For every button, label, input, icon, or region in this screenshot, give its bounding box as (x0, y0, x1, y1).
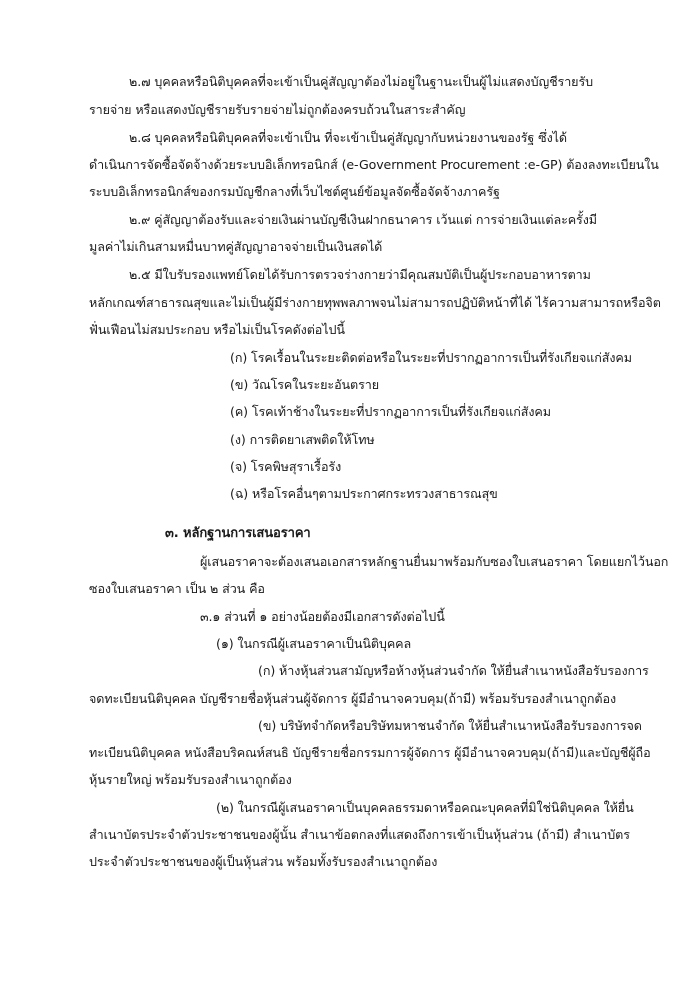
section-3-heading: ๓. หลักฐานการเสนอราคา (165, 526, 311, 541)
clause-2-9-line-2: มูลค่าไม่เกินสามหมื่นบาทคู่สัญญาอาจจ่ายเป็นเงินสดได้ (89, 239, 383, 254)
clause-2-9-line-1: ๒.๙ คู่สัญญาต้องรับและจ่ายเงินผ่านบัญชีเงินฝากธนาคาร เว้นแต่ การจ่ายเงินแต่ละครั้งมี (129, 212, 597, 227)
clause-3-1-1-b-line-3: หุ้นรายใหญ่ พร้อมรับรองสำเนาถูกต้อง (89, 772, 292, 787)
clause-medical-line-3: ฟั่นเฟือนไม่สมประกอบ หรือไม่เป็นโรคดังต่อไปนี้ (89, 322, 345, 337)
disease-item: (ง) การติดยาเสพติดให้โทษ (230, 432, 375, 447)
clause-medical-line-2: หลักเกณฑ์สาธารณสุขและไม่เป็นผู้มีร่างกายทุพพลภาพจนไม่สามารถปฏิบัติหน้าที่ได้ ไร้ความสามารถหรือจิต (89, 295, 661, 310)
clause-3-1-2-line-3: ประจำตัวประชาชนของผู้เป็นหุ้นส่วน พร้อมทั้งรับรองสำเนาถูกต้อง (89, 854, 438, 869)
section-3-intro-line-2: ซองใบเสนอราคา เป็น ๒ ส่วน คือ (89, 581, 265, 596)
clause-3-1: ๓.๑ ส่วนที่ ๑ อย่างน้อยต้องมีเอกสารดังต่อไปนี้ (200, 609, 445, 624)
clause-3-1-1: (๑) ในกรณีผู้เสนอราคาเป็นนิติบุคคล (216, 636, 412, 651)
clause-3-1-1-b-line-1: (ข) บริษัทจำกัดหรือบริษัทมหาชนจำกัด ให้ยื่นสำเนาหนังสือรับรองการจด (258, 718, 642, 733)
clause-2-8-line-3: ระบบอิเล็กทรอนิกส์ของกรมบัญชีกลางที่เว็บไซต์ศูนย์ข้อมูลจัดซื้อจัดจ้างภาครัฐ (89, 184, 500, 199)
clause-3-1-1-b-line-2: ทะเบียนนิติบุคคล หนังสือบริคณห์สนธิ บัญชีรายชื่อกรรมการผู้จัดการ ผู้มีอำนาจควบคุม(ถ้ามี)และบัญชีผู้ถือ (89, 745, 651, 760)
disease-item: (ข) วัณโรคในระยะอันตราย (230, 377, 380, 392)
clause-3-1-1-a-line-2: จดทะเบียนนิติบุคคล บัญชีรายชื่อหุ้นส่วนผู้จัดการ ผู้มีอำนาจควบคุม(ถ้ามี) พร้อมรับรองสำเนาถูกต้อง (89, 691, 617, 706)
clause-2-7-line-2: รายจ่าย หรือแสดงบัญชีรายรับรายจ่ายไม่ถูกต้องครบถ้วนในสาระสำคัญ (89, 102, 466, 117)
clause-medical-line-1: ๒.๕ มีใบรับรองแพทย์โดยได้รับการตรวจร่างกายว่ามีคุณสมบัติเป็นผู้ประกอบอาหารตาม (129, 267, 591, 282)
disease-item: (จ) โรคพิษสุราเรื้อรัง (230, 459, 342, 474)
clause-3-1-1-a-line-1: (ก) ห้างหุ้นส่วนสามัญหรือห้างหุ้นส่วนจำกัด ให้ยื่นสำเนาหนังสือรับรองการ (258, 663, 649, 678)
disease-item: (ก) โรคเรื้อนในระยะติดต่อหรือในระยะที่ปรากฏอาการเป็นที่รังเกียจแก่สังคม (230, 350, 632, 365)
disease-item: (ค) โรคเท้าช้างในระยะที่ปรากฏอาการเป็นที่รังเกียจแก่สังคม (230, 404, 551, 419)
clause-2-8-line-2: ดำเนินการจัดซื้อจัดจ้างด้วยระบบอิเล็กทรอนิกส์ (e-Government Procurement :e-GP) ต้องลงทะเบียนใน (89, 157, 659, 172)
clause-2-7-line-1: ๒.๗ บุคคลหรือนิติบุคคลที่จะเข้าเป็นคู่สัญญาต้องไม่อยู่ในฐานะเป็นผู้ไม่แสดงบัญชีรายรับ (129, 74, 594, 89)
clause-3-1-2-line-2: สำเนาบัตรประจำตัวประชาชนของผู้นั้น สำเนาข้อตกลงที่แสดงถึงการเข้าเป็นหุ้นส่วน (ถ้ามี) สำเนาบัตร (89, 827, 630, 842)
section-3-intro-line-1: ผู้เสนอราคาจะต้องเสนอเอกสารหลักฐานยื่นมาพร้อมกับซองใบเสนอราคา โดยแยกไว้นอก (200, 554, 669, 569)
clause-3-1-2-line-1: (๒) ในกรณีผู้เสนอราคาเป็นบุคคลธรรมดาหรือคณะบุคคลที่มิใช่นิติบุคคล ให้ยื่น (216, 800, 634, 815)
clause-2-8-line-1: ๒.๘ บุคคลหรือนิติบุคคลที่จะเข้าเป็น ที่จะเข้าเป็นคู่สัญญากับหน่วยงานของรัฐ ซึ่งได้ (129, 130, 567, 145)
disease-item: (ฉ) หรือโรคอื่นๆตามประกาศกระทรวงสาธารณสุข (230, 486, 498, 501)
